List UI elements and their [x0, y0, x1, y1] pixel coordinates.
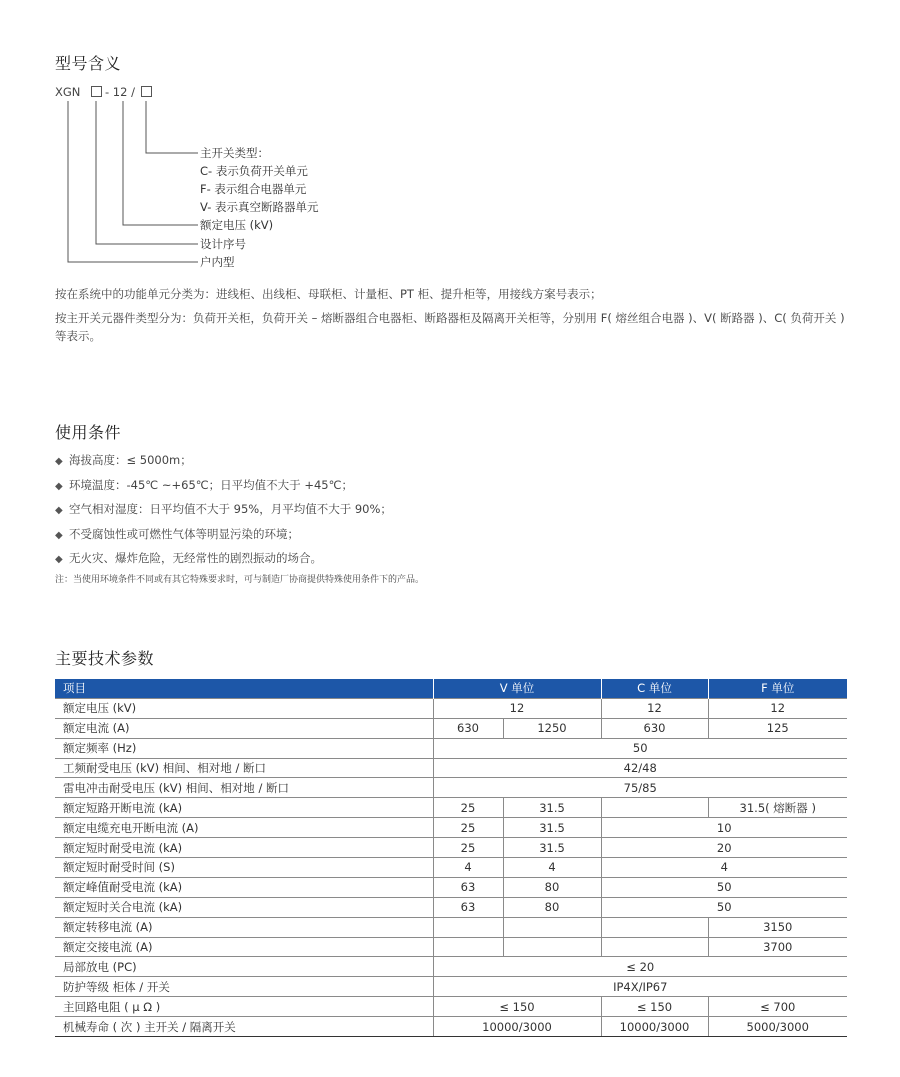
params-section-title: 主要技术参数 — [55, 649, 155, 668]
row-label: 额定短时耐受时间 (S) — [55, 858, 433, 878]
table-row — [55, 858, 847, 878]
cell-c: 12 — [601, 698, 708, 718]
cell-all: IP4X/IP67 — [433, 977, 847, 997]
cell-f: 31.5( 熔断器 ) — [708, 798, 847, 818]
model-code-middle: - 12 / — [105, 85, 135, 99]
cell-v1: 630 — [433, 718, 503, 738]
table-row — [55, 957, 847, 977]
cell-v: ≤ 150 — [433, 997, 601, 1017]
cell-c — [601, 937, 708, 957]
cell-cf: 10 — [601, 818, 847, 838]
model-paragraph-2-line-2: 等表示。 — [55, 329, 101, 343]
row-label: 工频耐受电压 (kV) 相间、相对地 / 断口 — [55, 758, 433, 778]
model-code-diagram — [55, 80, 455, 280]
model-code-prefix: XGN — [55, 85, 81, 99]
table-row — [55, 997, 847, 1017]
diamond-bullet-icon: ◆ — [55, 456, 63, 467]
cell-cf: 4 — [601, 858, 847, 878]
condition-item: ◆ 空气相对湿度：日平均值不大于 95%，月平均值不大于 90%； — [55, 502, 392, 516]
cell-v2: 31.5 — [503, 838, 601, 858]
cell-c — [601, 917, 708, 937]
table-row — [55, 698, 847, 718]
row-label: 额定短路开断电流 (kA) — [55, 798, 433, 818]
cell-v1: 63 — [433, 897, 503, 917]
cell-v2: 80 — [503, 877, 601, 897]
diamond-bullet-icon: ◆ — [55, 554, 63, 565]
header-v-unit: V 单位 — [433, 679, 601, 698]
table-row — [55, 838, 847, 858]
connector-line-switch-type — [146, 101, 198, 153]
table-row — [55, 718, 847, 738]
desc-v-type: V- 表示真空断路器单元 — [200, 200, 319, 214]
cell-all: 75/85 — [433, 778, 847, 798]
cell-v2: 4 — [503, 858, 601, 878]
table-row — [55, 778, 847, 798]
desc-design-serial: 设计序号 — [200, 237, 246, 251]
table-row — [55, 917, 847, 937]
cell-cf: 20 — [601, 838, 847, 858]
conditions-note: 注：当使用环境条件不同或有其它特殊要求时，可与制造厂协商提供特殊使用条件下的产品。 — [55, 575, 425, 585]
cell-v1: 25 — [433, 838, 503, 858]
header-f-unit: F 单位 — [708, 679, 847, 698]
table-row — [55, 977, 847, 997]
cell-c: 10000/3000 — [601, 1017, 708, 1037]
row-label: 额定电缆充电开断电流 (A) — [55, 818, 433, 838]
condition-item: ◆ 无火灾、爆炸危险，无经常性的剧烈振动的场合。 — [55, 551, 322, 565]
cell-v2 — [503, 937, 601, 957]
row-label: 主回路电阻 ( μ Ω ) — [55, 997, 433, 1017]
conditions-section-title: 使用条件 — [55, 423, 122, 442]
cell-v1 — [433, 937, 503, 957]
header-item: 项目 — [55, 679, 433, 698]
cell-v: 12 — [433, 698, 601, 718]
condition-item: ◆ 环境温度：-45℃ ~+65℃；日平均值不大于 +45℃； — [55, 478, 354, 492]
cell-f: ≤ 700 — [708, 997, 847, 1017]
desc-indoor: 户内型 — [200, 255, 235, 269]
cell-v1: 63 — [433, 877, 503, 897]
connector-line-serial — [96, 101, 198, 244]
condition-item: ◆ 海拔高度：≤ 5000m； — [55, 453, 192, 467]
table-row — [55, 937, 847, 957]
row-label: 额定电压 (kV) — [55, 698, 433, 718]
row-label: 额定短时关合电流 (kA) — [55, 897, 433, 917]
condition-item: ◆ 不受腐蚀性或可燃性气体等明显污染的环境； — [55, 527, 299, 541]
row-label: 额定短时耐受电流 (kA) — [55, 838, 433, 858]
table-header-row — [55, 679, 847, 698]
cell-cf: 50 — [601, 897, 847, 917]
cell-all: ≤ 20 — [433, 957, 847, 977]
cell-f: 3700 — [708, 937, 847, 957]
cell-f: 3150 — [708, 917, 847, 937]
cell-v1 — [433, 917, 503, 937]
cell-all: 50 — [433, 738, 847, 758]
table-row — [55, 738, 847, 758]
table-row — [55, 818, 847, 838]
cell-v2: 31.5 — [503, 818, 601, 838]
diamond-bullet-icon: ◆ — [55, 530, 63, 541]
cell-v1: 25 — [433, 798, 503, 818]
row-label: 额定交接电流 (A) — [55, 937, 433, 957]
cell-v: 10000/3000 — [433, 1017, 601, 1037]
row-label: 额定频率 (Hz) — [55, 738, 433, 758]
table-row — [55, 798, 847, 818]
table-row — [55, 877, 847, 897]
desc-switch-type: 主开关类型： — [200, 146, 269, 160]
cell-v1: 25 — [433, 818, 503, 838]
cell-f: 12 — [708, 698, 847, 718]
row-label: 额定峰值耐受电流 (kA) — [55, 877, 433, 897]
table-row — [55, 1017, 847, 1037]
header-c-unit: C 单位 — [601, 679, 708, 698]
cell-c: 630 — [601, 718, 708, 738]
cell-c — [601, 798, 708, 818]
cell-v2 — [503, 917, 601, 937]
desc-c-type: C- 表示负荷开关单元 — [200, 164, 308, 178]
table-row — [55, 758, 847, 778]
diamond-bullet-icon: ◆ — [55, 481, 63, 492]
cell-v2: 1250 — [503, 718, 601, 738]
row-label: 局部放电 (PC) — [55, 957, 433, 977]
desc-rated-voltage: 额定电压 (kV) — [200, 218, 274, 232]
cell-cf: 50 — [601, 877, 847, 897]
model-section-title: 型号含义 — [55, 54, 122, 73]
cell-v1: 4 — [433, 858, 503, 878]
cell-v2: 80 — [503, 897, 601, 917]
table-row — [55, 897, 847, 917]
cell-v2: 31.5 — [503, 798, 601, 818]
model-paragraph-1: 按在系统中的功能单元分类为：进线柜、出线柜、母联柜、计量柜、PT 柜、提升柜等，用接线方案号表示； — [55, 287, 602, 301]
row-label: 雷电冲击耐受电压 (kV) 相间、相对地 / 断口 — [55, 778, 433, 798]
cell-c: ≤ 150 — [601, 997, 708, 1017]
diamond-bullet-icon: ◆ — [55, 505, 63, 516]
cell-all: 42/48 — [433, 758, 847, 778]
row-label: 防护等级 柜体 / 开关 — [55, 977, 433, 997]
row-label: 机械寿命 ( 次 ) 主开关 / 隔离开关 — [55, 1017, 433, 1037]
row-label: 额定转移电流 (A) — [55, 917, 433, 937]
row-label: 额定电流 (A) — [55, 718, 433, 738]
connector-line-voltage — [123, 101, 198, 225]
connector-line-indoor — [68, 101, 198, 262]
params-table — [55, 679, 847, 1037]
cell-f: 125 — [708, 718, 847, 738]
cell-f: 5000/3000 — [708, 1017, 847, 1037]
model-paragraph-2-line-1: 按主开关元器件类型分为：负荷开关柜，负荷开关 – 熔断器组合电器柜、断路器柜及隔离开关柜等，分别用 F( 熔丝组合电器 )、V( 断路器 )、C( 负荷开关 ) — [55, 311, 845, 325]
desc-f-type: F- 表示组合电器单元 — [200, 182, 307, 196]
